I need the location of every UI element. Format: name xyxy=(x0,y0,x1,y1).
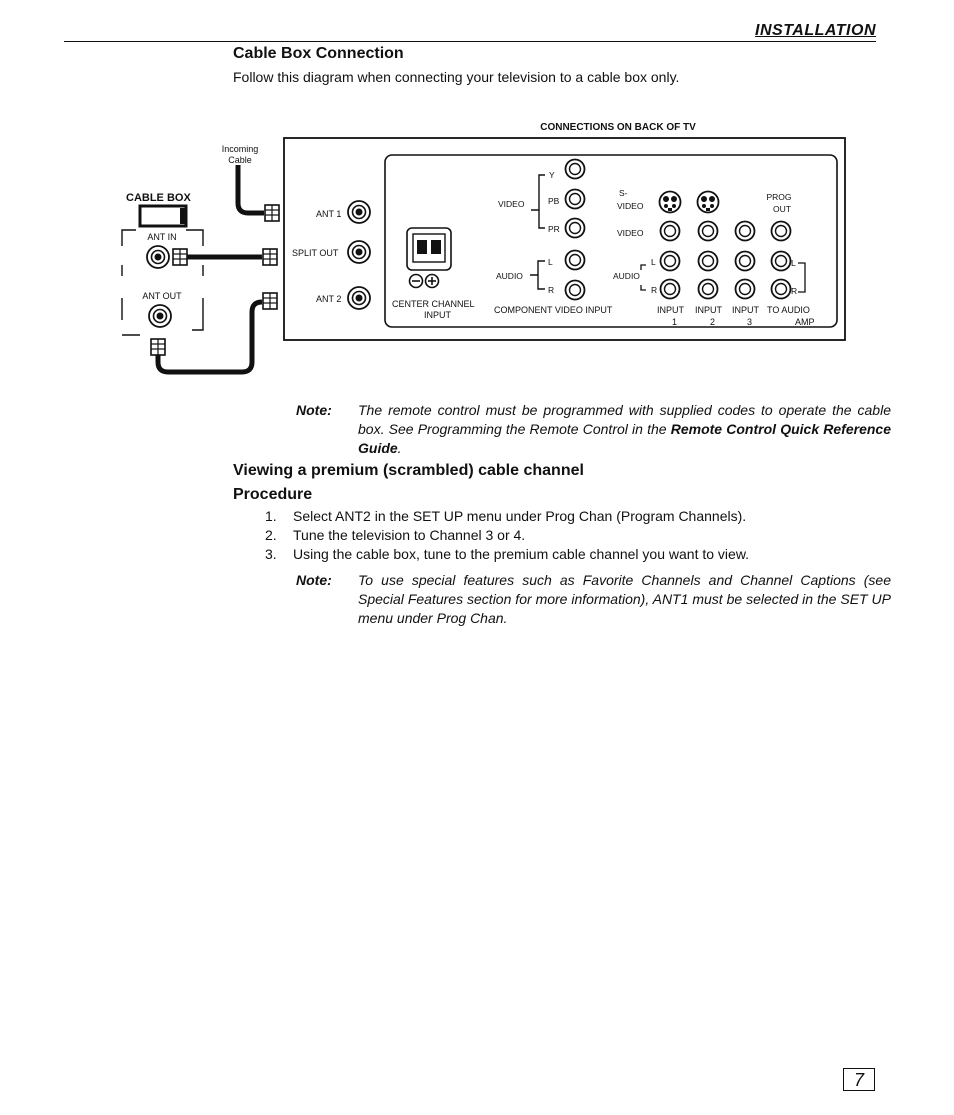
s-video-1-jack-icon xyxy=(660,192,681,213)
component-video-input-label: COMPONENT VIDEO INPUT xyxy=(494,305,613,315)
quick-reference-guide-ref: Remote Control Quick Reference Guide xyxy=(358,421,891,456)
video-prog-jack-icon xyxy=(772,222,791,241)
inputs-l-label: L xyxy=(651,257,656,267)
audio-l-2-jack-icon xyxy=(699,252,718,271)
audio-l-jack-icon xyxy=(566,251,585,270)
cable-box-title: Cable Box Connection xyxy=(233,45,404,62)
split-out-label: SPLIT OUT xyxy=(292,248,339,258)
pr-jack-icon xyxy=(566,219,585,238)
ant1-jack-icon xyxy=(348,201,370,223)
ant2-plug-icon xyxy=(263,293,277,309)
audio-l-label: L xyxy=(548,257,553,267)
step-3: 3. Using the cable box, tune to the premium cable channel you want to view. xyxy=(265,546,750,562)
audio-r-1-jack-icon xyxy=(661,280,680,299)
video-1-jack-icon xyxy=(661,222,680,241)
input-3-number: 3 xyxy=(747,317,753,327)
ant2-jack-icon xyxy=(348,287,370,309)
split-out-jack-icon xyxy=(348,241,370,263)
prog-out-label-1: PROG xyxy=(766,192,792,202)
audio-r-2-jack-icon xyxy=(699,280,718,299)
diagram-caption: CONNECTIONS ON BACK OF TV xyxy=(540,122,696,133)
input-3-label: INPUT xyxy=(732,305,759,315)
center-channel-label-1: CENTER CHANNEL xyxy=(392,299,475,309)
input-2-number: 2 xyxy=(710,317,716,327)
s-video-2-jack-icon xyxy=(698,192,719,213)
input-1-label: INPUT xyxy=(657,305,684,315)
audio-r-jack-icon xyxy=(566,281,585,300)
ant-out-jack-icon xyxy=(149,305,171,327)
audio-l-amp-jack-icon xyxy=(772,252,791,271)
incoming-cable-label-1: Incoming xyxy=(221,144,259,154)
procedure-steps xyxy=(265,507,749,564)
step-2: 2. Tune the television to Channel 3 or 4. xyxy=(265,527,526,543)
ant1-label: ANT 1 xyxy=(316,209,342,219)
note-2-text: To use special features such as Favorite Channels and Channel Captions (see Special Features section for more information), ANT1 must be selected in the SET UP menu under Prog Chan. xyxy=(358,572,891,626)
ant-in-label: ANT IN xyxy=(147,232,177,242)
component-video-label: VIDEO xyxy=(498,199,525,209)
amp-r-label: R xyxy=(791,286,798,296)
split-out-plug-icon xyxy=(263,249,277,265)
audio-r-amp-jack-icon xyxy=(772,280,791,299)
inputs-video-label: VIDEO xyxy=(617,228,644,238)
to-audio-label: TO AUDIO xyxy=(767,305,810,315)
ant1-plug-icon xyxy=(265,205,279,221)
amp-label: AMP xyxy=(795,317,815,327)
connection-diagram xyxy=(0,0,954,400)
audio-l-3-jack-icon xyxy=(736,252,755,271)
pb-jack-icon xyxy=(566,190,585,209)
audio-l-1-jack-icon xyxy=(661,252,680,271)
ant-in-jack-icon xyxy=(147,246,169,268)
note-1-label: Note: xyxy=(296,402,332,418)
page-number: 7 xyxy=(843,1068,875,1091)
input-2-label: INPUT xyxy=(695,305,722,315)
video-3-jack-icon xyxy=(736,222,755,241)
prog-out-label-2: OUT xyxy=(773,204,791,214)
cable-box-label: CABLE BOX xyxy=(126,192,191,204)
video-2-jack-icon xyxy=(699,222,718,241)
center-channel-label-2: INPUT xyxy=(424,310,451,320)
inputs-r-label: R xyxy=(651,285,658,295)
note-1-text: The remote control must be programmed with supplied codes to operate the cable box. See Programming the Remote Control in the Remote Control Quick Reference Guide. xyxy=(358,402,891,456)
s-video-label-2: VIDEO xyxy=(617,201,644,211)
ant2-label: ANT 2 xyxy=(316,294,342,304)
cable-box-icon xyxy=(140,206,186,226)
y-jack-icon xyxy=(566,160,585,179)
note-2-label: Note: xyxy=(296,572,332,588)
s-video-label-1: S- xyxy=(619,188,628,198)
premium-title: Viewing a premium (scrambled) cable channel xyxy=(233,462,584,479)
component-audio-label: AUDIO xyxy=(496,271,523,281)
step-1: 1. Select ANT2 in the SET UP menu under Prog Chan (Program Channels). xyxy=(265,508,747,524)
ant-out-label: ANT OUT xyxy=(142,291,182,301)
input-1-number: 1 xyxy=(672,317,678,327)
section-title: INSTALLATION xyxy=(755,22,876,39)
inputs-audio-label: AUDIO xyxy=(613,271,640,281)
audio-r-3-jack-icon xyxy=(736,280,755,299)
pr-label: PR xyxy=(548,224,560,234)
incoming-cable-label-2: Cable xyxy=(228,155,252,165)
procedure-title: Procedure xyxy=(233,486,313,503)
audio-r-label: R xyxy=(548,285,555,295)
amp-l-label: L xyxy=(791,258,796,268)
y-label: Y xyxy=(549,170,555,180)
pb-label: PB xyxy=(548,196,560,206)
cable-box-intro: Follow this diagram when connecting your television to a cable box only. xyxy=(233,69,680,85)
